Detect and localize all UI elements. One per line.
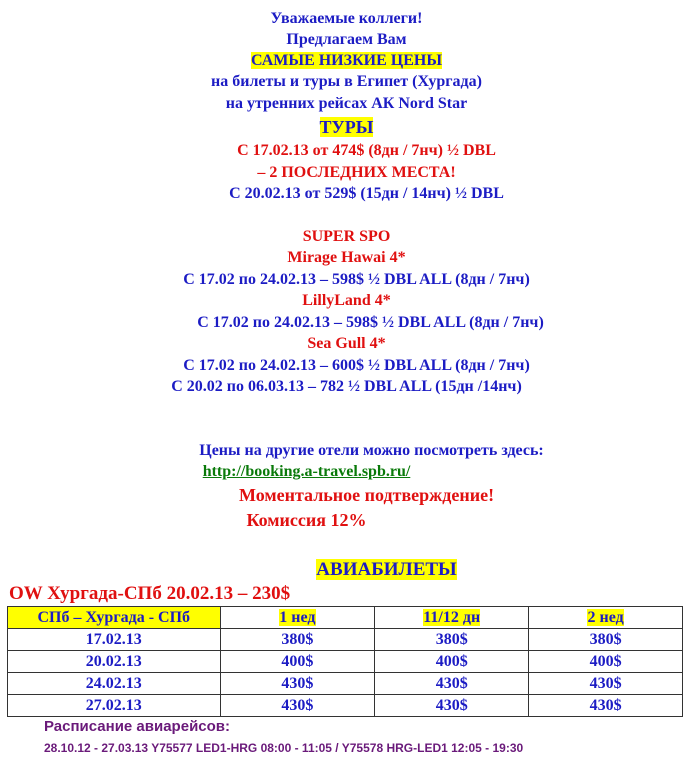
avia-heading-row xyxy=(40,560,693,579)
hotel-offer-line: С 17.02 по 24.02.13 – 600$ ½ DBL ALL (8дн / 7нч) xyxy=(183,357,530,374)
table-header-cell: СПб – Хургада - СПб xyxy=(8,607,221,629)
booking-link-row xyxy=(0,464,653,480)
tour-line-1: С 17.02.13 от 474$ (8дн / 7нч) ½ DBL xyxy=(237,142,496,159)
lowest-prices-text: САМЫЕ НИЗКИЕ ЦЕНЫ xyxy=(250,52,443,69)
date-cell: 24.02.13 xyxy=(8,673,221,695)
price-cell: 430$ xyxy=(529,695,683,717)
table-row xyxy=(8,695,683,717)
hotel-offer-line: С 17.02 по 24.02.13 – 598$ ½ DBL ALL (8дн / 7нч) xyxy=(183,271,530,288)
price-cell: 380$ xyxy=(375,629,529,651)
ow-fare: OW Хургада-СПб 20.02.13 – 230$ xyxy=(9,583,291,604)
tours-heading: ТУРЫ xyxy=(319,117,374,137)
schedule-title: Расписание авиарейсов: xyxy=(44,718,231,735)
hotel-name: LillyLand 4* xyxy=(302,292,391,309)
tickets-line: на билеты и туры в Египет (Хургада) xyxy=(211,73,482,90)
date-cell: 27.02.13 xyxy=(8,695,221,717)
flights-line: на утренних рейсах АК Nord Star xyxy=(225,95,468,112)
table-header-cell: 11/12 дн xyxy=(375,607,529,629)
table-row xyxy=(8,629,683,651)
tours-heading-row xyxy=(0,118,693,136)
spo-heading: SUPER SPO xyxy=(302,228,391,245)
price-cell: 380$ xyxy=(220,629,375,651)
price-cell: 400$ xyxy=(220,651,375,673)
price-cell: 400$ xyxy=(529,651,683,673)
table-header-cell: 2 нед xyxy=(529,607,683,629)
commission: Комиссия 12% xyxy=(246,510,367,530)
booking-link[interactable]: http://booking.a-travel.spb.ru/ xyxy=(202,463,411,480)
price-cell: 400$ xyxy=(375,651,529,673)
lowest-prices-banner xyxy=(0,53,693,69)
price-cell: 430$ xyxy=(375,673,529,695)
schedule-line: 28.10.12 - 27.03.13 Y75577 LED1-HRG 08:00 - 11:05 / Y75578 HRG-LED1 12:05 - 19:30 xyxy=(44,741,524,755)
date-cell: 17.02.13 xyxy=(8,629,221,651)
greeting: Уважаемые коллеги! xyxy=(270,10,423,27)
other-hotels-text: Цены на другие отели можно посмотреть здесь: xyxy=(199,442,544,459)
instant-confirmation: Моментальное подтверждение! xyxy=(238,485,495,505)
price-cell: 380$ xyxy=(529,629,683,651)
avia-fare-table xyxy=(7,606,683,717)
date-cell: 20.02.13 xyxy=(8,651,221,673)
table-row xyxy=(8,651,683,673)
table-row xyxy=(8,673,683,695)
tour-line-2: – 2 ПОСЛЕДНИХ МЕСТА! xyxy=(257,164,456,181)
offer-text: Предлагаем Вам xyxy=(286,31,407,48)
avia-heading: АВИАБИЛЕТЫ xyxy=(316,559,457,580)
table-header-cell: 1 нед xyxy=(220,607,375,629)
price-cell: 430$ xyxy=(220,673,375,695)
price-cell: 430$ xyxy=(220,695,375,717)
price-cell: 430$ xyxy=(529,673,683,695)
hotel-name: Mirage Hawai 4* xyxy=(287,249,406,266)
table-header-row xyxy=(8,607,683,629)
tour-line-3: С 20.02.13 от 529$ (15дн / 14нч) ½ DBL xyxy=(229,185,504,202)
hotel-offer-line: С 20.02 по 06.03.13 – 782 ½ DBL ALL (15дн /14нч) xyxy=(171,378,522,395)
price-cell: 430$ xyxy=(375,695,529,717)
hotel-name: Sea Gull 4* xyxy=(307,335,386,352)
hotel-offer-line: С 17.02 по 24.02.13 – 598$ ½ DBL ALL (8дн / 7нч) xyxy=(197,314,544,331)
